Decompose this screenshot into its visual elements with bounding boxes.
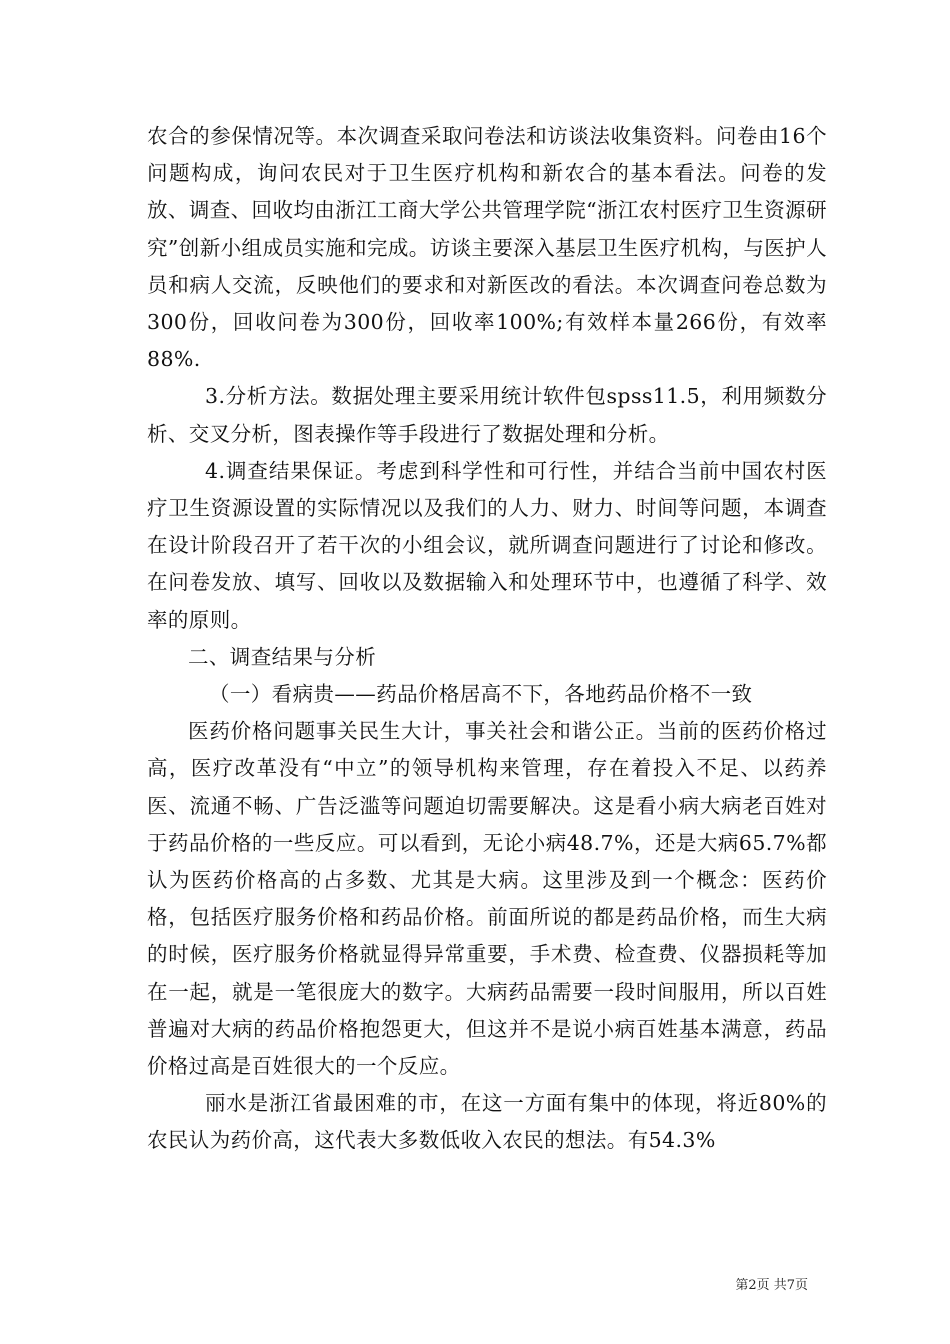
paragraph-lishui: 丽水是浙江省最困难的市，在这一方面有集中的体现，将近80%的农民认为药价高，这代表大多数低收入农民的想法。有54.3% — [147, 1091, 827, 1153]
document-body — [147, 118, 827, 1160]
subsection-heading-drug-prices: （一）看病贵——药品价格居高不下，各地药品价格不一致 — [209, 682, 753, 707]
paragraph-analysis-method: 3.分析方法。数据处理主要采用统计软件包spss11.5，利用频数分析、交叉分析，图表操作等手段进行了数据处理和分析。 — [147, 384, 827, 446]
paragraph-drug-prices: 医药价格问题事关民生大计，事关社会和谐公正。当前的医药价格过高，医疗改革没有“中立”的领导机构来管理，存在着投入不足、以药养医、流通不畅、广告泛滥等问题迫切需要解决。这是看小病大病老百姓对于药品价格的一些反应。可以看到，无论小病48.7%，还是大病65.7%都认为医药价格高的占多数、尤其是大病。这里涉及到一个概念：医药价格，包括医疗服务价格和药品价格。前面所说的都是药品价格，而生大病的时候，医疗服务价格就显得异常重要，手术费、检查费、仪器损耗等加在一起，就是一笔很庞大的数字。大病药品需要一段时间服用，所以百姓普遍对大病的药品价格抱怨更大，但这并不是说小病百姓基本满意，药品价格过高是百姓很大的一个反应。 — [147, 719, 827, 1079]
paragraph-survey-method: 农合的参保情况等。本次调查采取问卷法和访谈法收集资料。问卷由16个问题构成，询问农民对于卫生医疗机构和新农合的基本看法。问卷的发放、调查、回收均由浙江工商大学公共管理学院“浙江农村医疗卫生资源研究”创新小组成员实施和完成。访谈主要深入基层卫生医疗机构，与医护人员和病人交流，反映他们的要求和对新医改的看法。本次调查问卷总数为300份，回收问卷为300份，回收率100%;有效样本量266份，有效率88%. — [147, 124, 827, 372]
paragraph-result-guarantee: 4.调查结果保证。考虑到科学性和可行性，并结合当前中国农村医疗卫生资源设置的实际情况以及我们的人力、财力、时间等问题，本调查在设计阶段召开了若干次的小组会议，就所调查问题进行了讨论和修改。在问卷发放、填写、回收以及数据输入和处理环节中，也遵循了科学、效率的原则。 — [147, 458, 827, 632]
section-heading-results: 二、调查结果与分析 — [188, 644, 377, 669]
page-number-footer: 第2页 共7页 — [735, 1278, 808, 1293]
